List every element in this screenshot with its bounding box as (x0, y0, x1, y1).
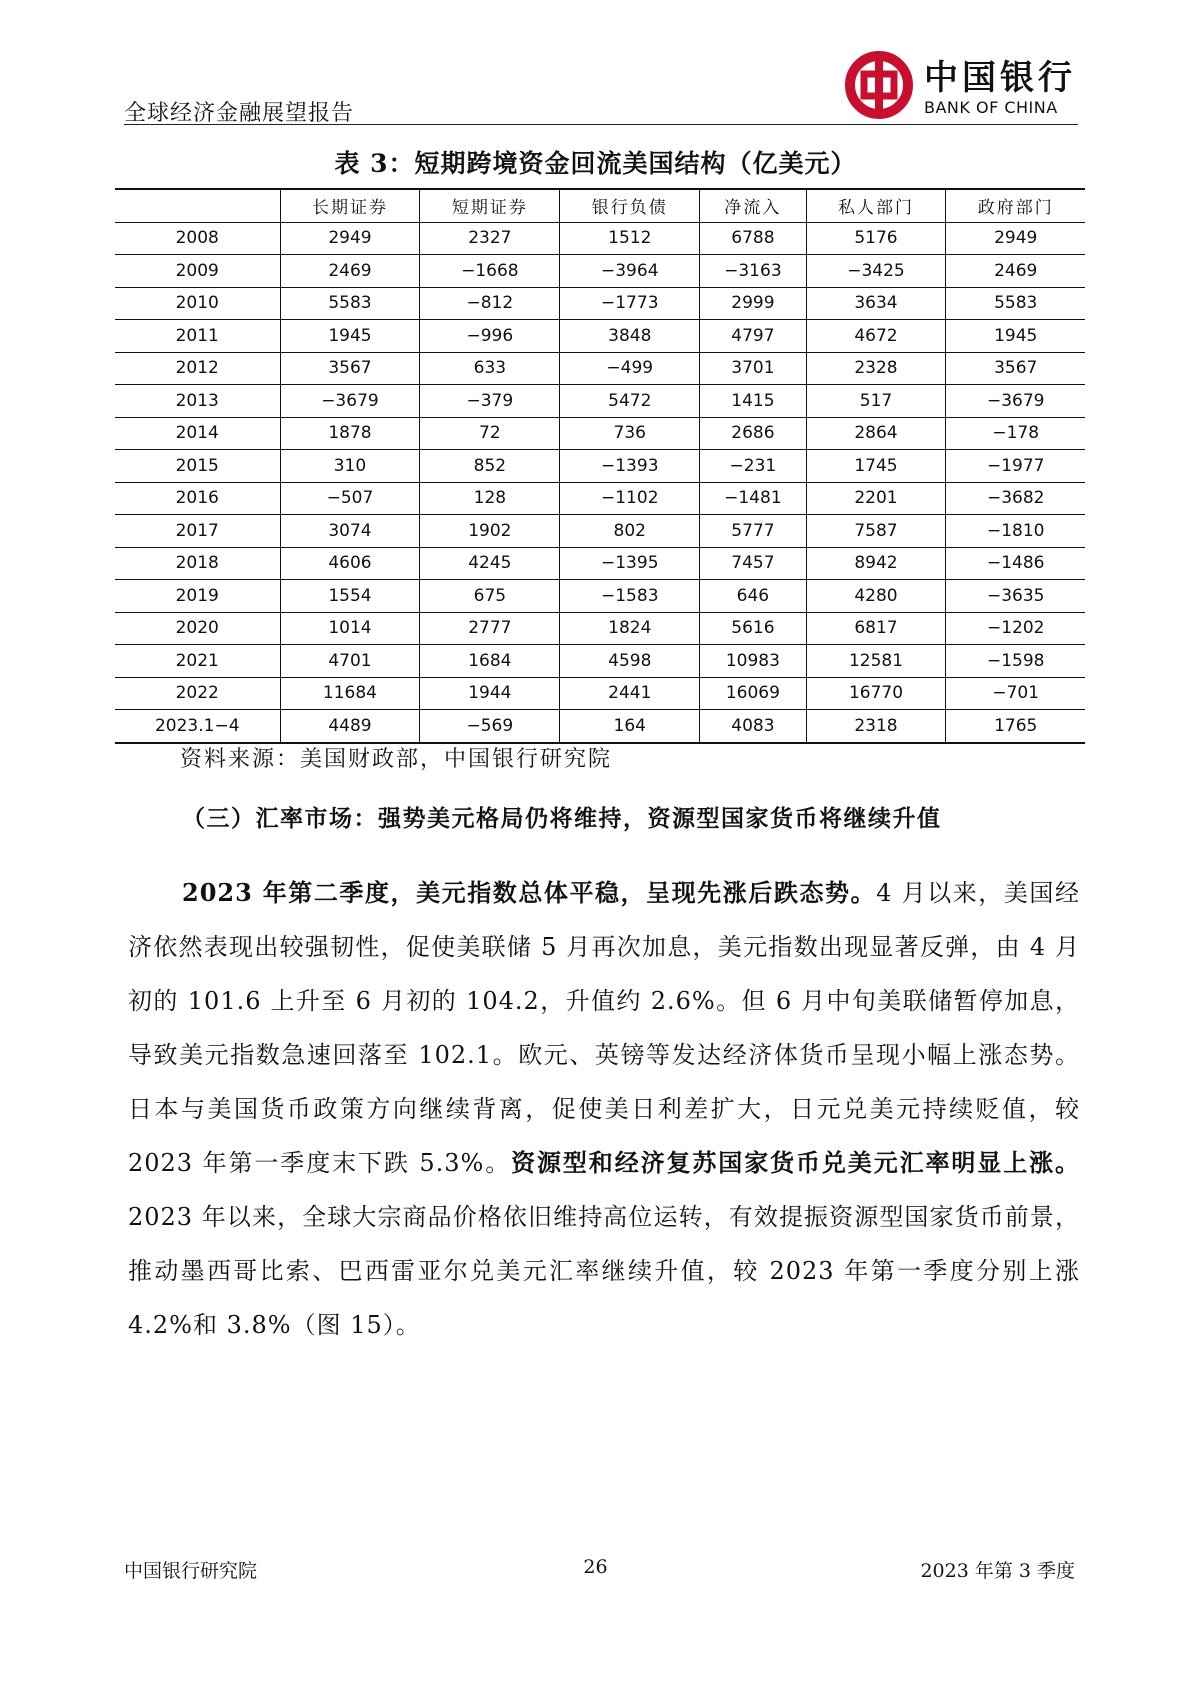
table-row (115, 320, 1085, 353)
capital-flow-table (115, 188, 1085, 744)
table-cell: 2441 (560, 677, 700, 710)
table-cell: 675 (420, 580, 560, 613)
table-cell: 8942 (806, 547, 946, 580)
table-cell: 12581 (806, 645, 946, 678)
table-cell: −507 (280, 482, 420, 515)
table-header-row (115, 189, 1085, 222)
table-row (115, 612, 1085, 645)
table-cell: 2328 (806, 352, 946, 385)
table-cell: 646 (700, 580, 806, 613)
table-cell: 2318 (806, 710, 946, 743)
table-cell: 5472 (560, 385, 700, 418)
table-cell: 852 (420, 450, 560, 483)
table-cell: 1415 (700, 385, 806, 418)
body-paragraph (128, 866, 1080, 1352)
table-cell: −1977 (946, 450, 1085, 483)
table-cell: 3074 (280, 515, 420, 548)
table-cell: 1745 (806, 450, 946, 483)
table-row (115, 287, 1085, 320)
column-header: 政府部门 (946, 189, 1085, 222)
table-cell: 4701 (280, 645, 420, 678)
table-cell: −1481 (700, 482, 806, 515)
table-cell: −1102 (560, 482, 700, 515)
table-cell: 3567 (280, 352, 420, 385)
table-cell: 1902 (420, 515, 560, 548)
table-row (115, 450, 1085, 483)
table-cell: 11684 (280, 677, 420, 710)
column-header: 银行负债 (560, 189, 700, 222)
table-cell: 1014 (280, 612, 420, 645)
table-cell: 4598 (560, 645, 700, 678)
table-row (115, 482, 1085, 515)
table-cell: −569 (420, 710, 560, 743)
table-cell: −1202 (946, 612, 1085, 645)
table-cell: 1878 (280, 417, 420, 450)
table-cell: −379 (420, 385, 560, 418)
logo-english-name: BANK OF CHINA (924, 98, 1058, 117)
table-cell: −3679 (946, 385, 1085, 418)
table-cell: 5583 (946, 287, 1085, 320)
table-cell: −231 (700, 450, 806, 483)
table-cell: 10983 (700, 645, 806, 678)
body-text-part1: 4 月以来，美国经济依然表现出较强韧性，促使美联储 5 月再次加息，美元指数出现显著反弹，由 4 月初的 101.6 上升至 6 月初的 104.2，升值约 2.6%。但 6 月中旬美联储暂停加息，导致美元指数急速回落至 102.1。欧元、英镑等发达经济体货币呈现小幅上涨态势。日本与美国货币政策方向继续背离，促使美日利差扩大，日元兑美元持续贬值，较 2023 年第一季度末下跌 5.3%。 (128, 879, 1080, 1177)
table-cell: 16770 (806, 677, 946, 710)
page-number: 26 (583, 1556, 608, 1578)
table-cell: 2201 (806, 482, 946, 515)
table-cell: 5583 (280, 287, 420, 320)
column-header: 私人部门 (806, 189, 946, 222)
table-cell: 4672 (806, 320, 946, 353)
table-cell: 2686 (700, 417, 806, 450)
table-cell: 7587 (806, 515, 946, 548)
table-row (115, 677, 1085, 710)
table-row (115, 515, 1085, 548)
table-cell: −1395 (560, 547, 700, 580)
table-cell: 2327 (420, 222, 560, 255)
column-header (115, 189, 280, 222)
table-cell: 4606 (280, 547, 420, 580)
table-cell: −3964 (560, 255, 700, 288)
table-cell: 1824 (560, 612, 700, 645)
table-cell: 1512 (560, 222, 700, 255)
header-divider (124, 124, 1078, 125)
column-header: 短期证券 (420, 189, 560, 222)
table-row (115, 385, 1085, 418)
table-cell: 164 (560, 710, 700, 743)
row-label-cell: 2020 (175, 618, 219, 639)
table-cell: 2999 (700, 287, 806, 320)
table-cell: 1945 (946, 320, 1085, 353)
table-cell: 2469 (946, 255, 1085, 288)
logo-chinese-name: 中国银行 (924, 58, 1076, 98)
bank-of-china-logo (840, 48, 1080, 124)
table-cell: 633 (420, 352, 560, 385)
table-row (115, 255, 1085, 288)
lead-sentence: 2023 年第二季度，美元指数总体平稳，呈现先涨后跌态势。 (182, 878, 877, 907)
table-row (115, 222, 1085, 255)
row-label-cell: 2015 (175, 455, 219, 476)
table-cell: 4797 (700, 320, 806, 353)
table-row (115, 710, 1085, 743)
table-cell: 1944 (420, 677, 560, 710)
row-label-cell: 2022 (175, 683, 219, 704)
table-cell: 1945 (280, 320, 420, 353)
table-cell: 2777 (420, 612, 560, 645)
row-label-cell: 2009 (175, 260, 219, 281)
table-cell: 2864 (806, 417, 946, 450)
table-cell: 5176 (806, 222, 946, 255)
table-cell: 3848 (560, 320, 700, 353)
row-label-cell: 2016 (175, 488, 219, 509)
table-cell: −1583 (560, 580, 700, 613)
table-cell: −3682 (946, 482, 1085, 515)
table-cell: −499 (560, 352, 700, 385)
row-label-cell: 2013 (175, 390, 219, 411)
key-finding-sentence: 资源型和经济复苏国家货币兑美元汇率明显上涨。 (511, 1148, 1080, 1177)
footer-period: 2023 年第 3 季度 (920, 1560, 1075, 1582)
table-cell: −3163 (700, 255, 806, 288)
table-row (115, 645, 1085, 678)
table-cell: 16069 (700, 677, 806, 710)
table-cell: −1810 (946, 515, 1085, 548)
table-cell: 7457 (700, 547, 806, 580)
table-cell: −1393 (560, 450, 700, 483)
table-cell: −3425 (806, 255, 946, 288)
body-text-part2: 2023 年以来，全球大宗商品价格依旧维持高位运转，有效提振资源型国家货币前景，推动墨西哥比索、巴西雷亚尔兑美元汇率继续升值，较 2023 年第一季度分别上涨 4.2%和 3.8%（图 15）。 (128, 1203, 1080, 1339)
table-cell: −178 (946, 417, 1085, 450)
table-cell: 4280 (806, 580, 946, 613)
row-label-cell: 2021 (175, 650, 219, 671)
table-cell: −812 (420, 287, 560, 320)
table-cell: 310 (280, 450, 420, 483)
row-label-cell: 2014 (175, 423, 219, 444)
table-cell: −1773 (560, 287, 700, 320)
table-cell: 5616 (700, 612, 806, 645)
table-cell: −1598 (946, 645, 1085, 678)
table-cell: −1668 (420, 255, 560, 288)
bank-of-china-emblem-icon (844, 50, 914, 120)
table-cell: 2949 (280, 222, 420, 255)
row-label-cell: 2023.1−4 (154, 715, 240, 736)
table-cell: 3567 (946, 352, 1085, 385)
row-label-cell: 2019 (175, 585, 219, 606)
table-cell: 2469 (280, 255, 420, 288)
row-label-cell: 2011 (175, 325, 219, 346)
table-cell: 3701 (700, 352, 806, 385)
table-cell: 2949 (946, 222, 1085, 255)
row-label-cell: 2008 (175, 228, 219, 249)
table-cell: −3635 (946, 580, 1085, 613)
table-cell: −996 (420, 320, 560, 353)
table-cell: 802 (560, 515, 700, 548)
table-row (115, 580, 1085, 613)
report-title: 全球经济金融展望报告 (124, 101, 355, 126)
table-row (115, 352, 1085, 385)
table-source-note: 资料来源：美国财政部，中国银行研究院 (180, 747, 613, 772)
table-cell: 6817 (806, 612, 946, 645)
table-cell: 4489 (280, 710, 420, 743)
table-cell: 3634 (806, 287, 946, 320)
table-cell: 1684 (420, 645, 560, 678)
column-header: 长期证券 (280, 189, 420, 222)
table-cell: 128 (420, 482, 560, 515)
table-title: 表 3：短期跨境资金回流美国结构（亿美元） (334, 149, 857, 178)
footer-institution: 中国银行研究院 (124, 1560, 258, 1582)
table-row (115, 417, 1085, 450)
row-label-cell: 2018 (175, 553, 219, 574)
table-row (115, 547, 1085, 580)
table-cell: 6788 (700, 222, 806, 255)
table-cell: 4083 (700, 710, 806, 743)
row-label-cell: 2012 (175, 358, 219, 379)
table-cell: 5777 (700, 515, 806, 548)
table-cell: −701 (946, 677, 1085, 710)
table-cell: 1554 (280, 580, 420, 613)
table-cell: 517 (806, 385, 946, 418)
section-heading: （三）汇率市场：强势美元格局仍将维持，资源型国家货币将继续升值 (182, 806, 942, 832)
table-cell: −3679 (280, 385, 420, 418)
table-cell: −1486 (946, 547, 1085, 580)
table-cell: 736 (560, 417, 700, 450)
column-header: 净流入 (700, 189, 806, 222)
table-cell: 1765 (946, 710, 1085, 743)
row-label-cell: 2010 (175, 293, 219, 314)
table-cell: 72 (420, 417, 560, 450)
table-body (115, 222, 1085, 743)
row-label-cell: 2017 (175, 520, 219, 541)
table-cell: 4245 (420, 547, 560, 580)
